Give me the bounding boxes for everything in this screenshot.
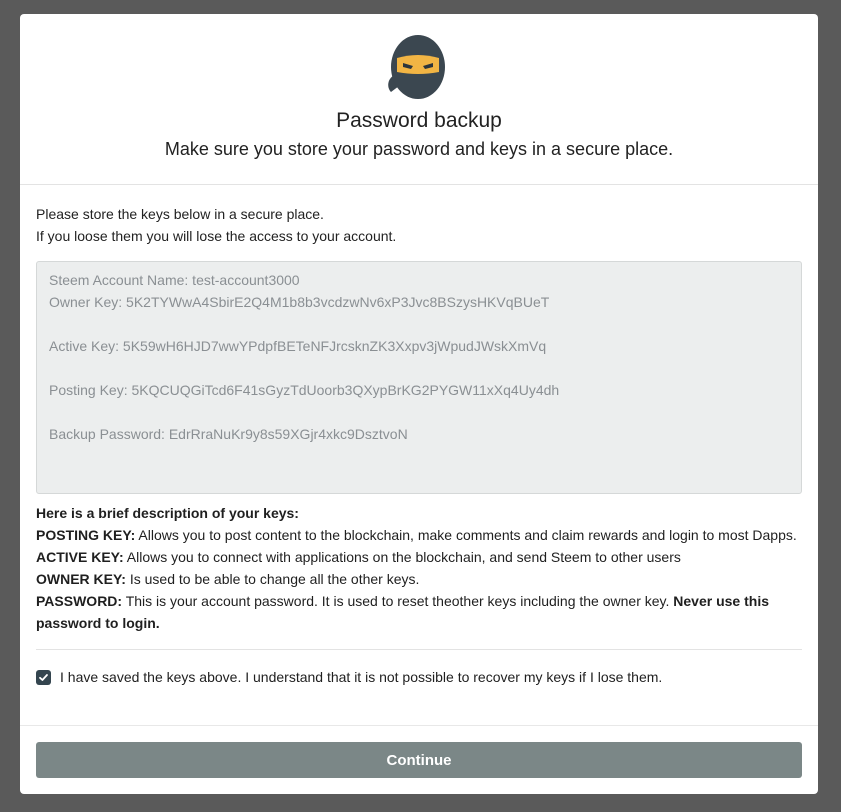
owner-key-description: OWNER KEY: Is used to be able to change all the other keys.: [36, 571, 420, 587]
ninja-avatar-icon: [385, 32, 447, 102]
intro-line-1: Please store the keys below in a secure place.: [36, 206, 324, 222]
footer-divider: [20, 725, 818, 726]
active-key-line: Active Key: 5K59wH6HJD7wwYPdpfBETeNFJrcsknZK3Xxpv3jWpudJWskXmVq: [49, 338, 547, 354]
description-heading: Here is a brief description of your keys:: [36, 505, 299, 521]
confirm-checkbox[interactable]: [36, 670, 51, 685]
check-icon: [38, 672, 49, 683]
backup-password-line: Backup Password: EdrRraNuKr9y8s59XGjr4xkc9DsztvoN: [49, 426, 408, 442]
keys-textarea[interactable]: [36, 261, 802, 494]
confirm-row[interactable]: [36, 650, 802, 704]
keys-description: [36, 502, 802, 634]
confirm-label: I have saved the keys above. I understand that it is not possible to recover my keys if I lose them.: [60, 669, 663, 685]
password-description: PASSWORD: This is your account password. It is used to reset theother keys including the owner key. Never use this password to login.: [36, 593, 769, 631]
owner-key-line: Owner Key: 5K2TYWwA4SbirE2Q4M1b8b3vcdzwNv6xP3Jvc8BSzysHKVqBUeT: [49, 294, 550, 310]
modal-header: [20, 14, 818, 185]
active-key-description: ACTIVE KEY: Allows you to connect with applications on the blockchain, and send Steem to other users: [36, 549, 681, 565]
password-backup-modal: [20, 14, 818, 794]
posting-key-line: Posting Key: 5KQCUQGiTcd6F41sGyzTdUoorb3QXypBrKG2PYGW11xXq4Uy4dh: [49, 382, 560, 398]
continue-button[interactable]: Continue: [36, 742, 802, 778]
intro-line-2: If you loose them you will lose the access to your account.: [36, 228, 397, 244]
page-title: Password backup: [336, 109, 502, 132]
page-subtitle: Make sure you store your password and keys in a secure place.: [164, 139, 674, 159]
account-name-line: Steem Account Name: test-account3000: [49, 272, 300, 288]
intro-text: [36, 203, 802, 247]
posting-key-description: POSTING KEY: Allows you to post content to the blockchain, make comments and claim rewards and login to most Dapps.: [36, 527, 797, 543]
modal-body: [36, 203, 802, 704]
